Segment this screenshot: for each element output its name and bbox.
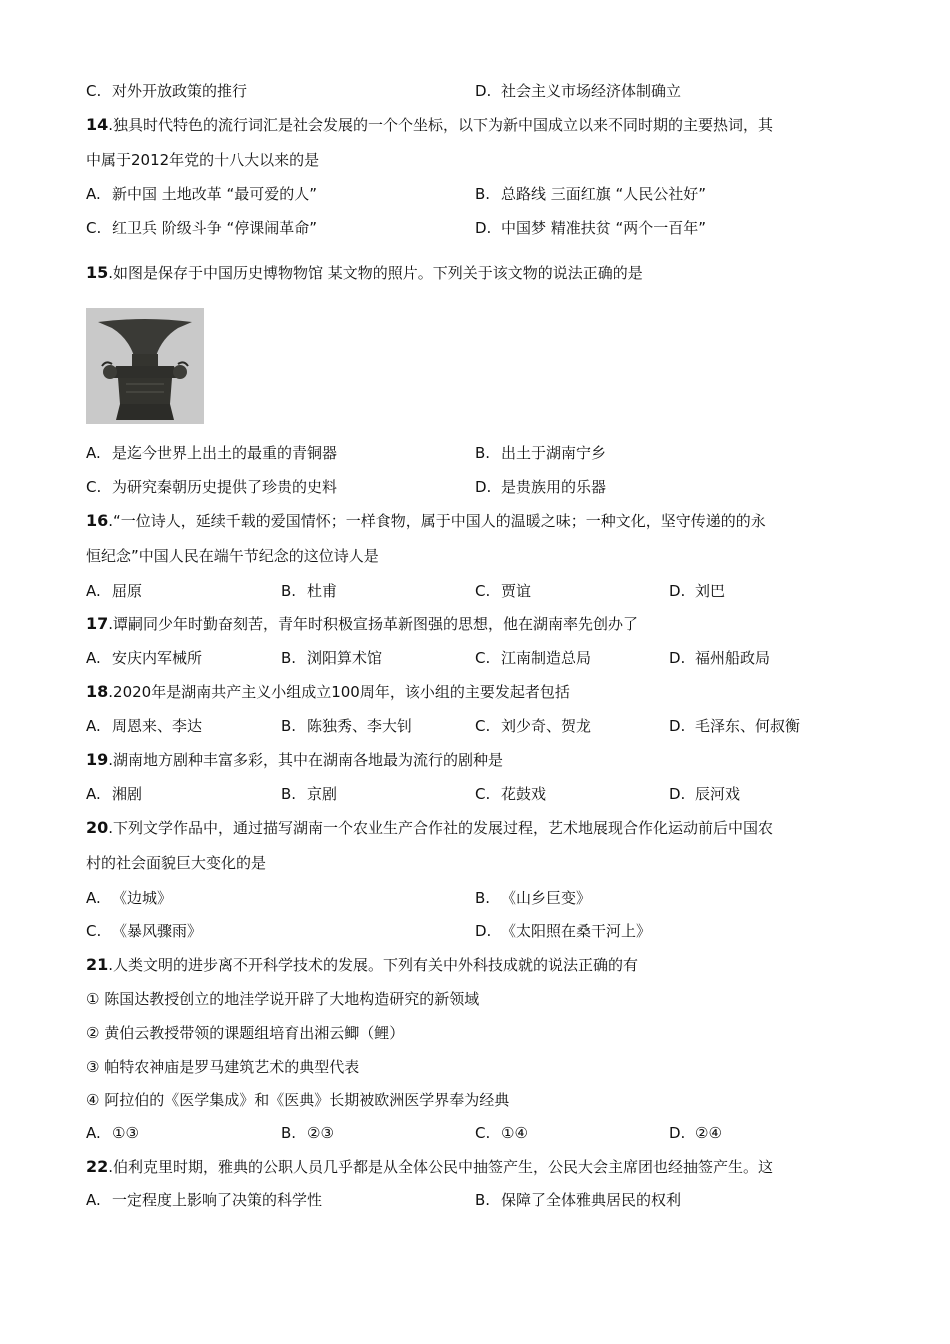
q16-option-a[interactable]: A. 屈原 [86,582,143,600]
q17-option-c[interactable]: C. 江南制造总局 [475,649,592,667]
q19-options [86,784,866,804]
q16-stem-line1: 16.“一位诗人，延续千载的爱国情怀；一样食物，属于中国人的温暖之味；一种文化，坚守传递的的永 [86,511,766,530]
q22-stem: 22.伯利克里时期，雅典的公职人员几乎都是从全体公民中抽签产生，公民大会主席团也经抽签产生。这 [86,1157,774,1176]
q13-options [86,81,866,101]
q20-stem-line1: 20.下列文学作品中，通过描写湖南一个农业生产合作社的发展过程，艺术地展现合作化运动前后中国农 [86,818,774,837]
q18-options [86,716,866,736]
q14-option-c[interactable]: C. 红卫兵 阶级斗争 “停课闹革命” [86,219,318,237]
q17-options [86,648,866,668]
q18-option-a[interactable]: A. 周恩来、李达 [86,717,203,735]
q14-option-d[interactable]: D. 中国梦 精准扶贫 “两个一百年” [475,219,707,237]
q15-option-a[interactable]: A. 是迄今世界上出土的最重的青铜器 [86,444,338,462]
q20-options-row1 [86,888,866,908]
q16-option-c[interactable]: C. 贾谊 [475,582,532,600]
q19-option-d[interactable]: D. 辰河戏 [669,785,741,803]
q18-stem: 18.2020年是湖南共产主义小组成立100周年，该小组的主要发起者包括 [86,682,570,701]
q20-stem-line2: 村的社会面貌巨大变化的是 [86,854,267,872]
q20-option-c[interactable]: C. 《暴风骤雨》 [86,922,203,940]
q17-option-d[interactable]: D. 福州船政局 [669,649,771,667]
q14-options-row1 [86,184,866,204]
q16-options [86,581,866,601]
q19-option-c[interactable]: C. 花鼓戏 [475,785,547,803]
q20-option-d[interactable]: D. 《太阳照在桑干河上》 [475,922,652,940]
q18-option-b[interactable]: B. 陈独秀、李大钊 [281,717,413,735]
q21-item-2: ② 黄伯云教授带领的课题组培育出湘云鲫（鲤） [86,1024,405,1042]
q14-options-row2 [86,218,866,238]
q18-option-c[interactable]: C. 刘少奇、贺龙 [475,717,592,735]
q21-option-a[interactable]: A. ①③ [86,1124,139,1142]
bronze-vessel-photo [86,308,204,424]
q17-stem: 17.谭嗣同少年时勤奋刻苦，青年时积极宣扬革新图强的思想，他在湖南率先创办了 [86,614,639,633]
q22-options [86,1190,866,1210]
q16-stem-line2: 恒纪念”中国人民在端午节纪念的这位诗人是 [86,547,379,565]
q15-option-b[interactable]: B. 出土于湖南宁乡 [475,444,607,462]
q21-options [86,1123,866,1143]
q21-item-3: ③ 帕特农神庙是罗马建筑艺术的典型代表 [86,1058,360,1076]
q16-option-b[interactable]: B. 杜甫 [281,582,338,600]
q14-stem-line1: 14.独具时代特色的流行词汇是社会发展的一个个坐标，以下为新中国成立以来不同时期的主要热词，其 [86,115,774,134]
q17-option-b[interactable]: B. 浏阳算术馆 [281,649,383,667]
q13-option-d[interactable]: D. 社会主义市场经济体制确立 [475,82,682,100]
q15-options-row1 [86,443,866,463]
q20-options-row2 [86,921,866,941]
q15-option-d[interactable]: D. 是贵族用的乐器 [475,478,607,496]
q15-options-row2 [86,477,866,497]
q22-option-b[interactable]: B. 保障了全体雅典居民的权利 [475,1191,682,1209]
q19-option-a[interactable]: A. 湘剧 [86,785,143,803]
q18-option-d[interactable]: D. 毛泽东、何叔衡 [669,717,801,735]
q20-option-b[interactable]: B. 《山乡巨变》 [475,889,592,907]
q14-option-a[interactable]: A. 新中国 土地改革 “最可爱的人” [86,185,318,203]
q19-stem: 19.湖南地方剧种丰富多彩，其中在湖南各地最为流行的剧种是 [86,750,504,769]
q20-option-a[interactable]: A. 《边城》 [86,889,173,907]
q21-option-d[interactable]: D. ②④ [669,1124,722,1142]
q17-option-a[interactable]: A. 安庆内军械所 [86,649,203,667]
bronze-vessel-image [86,308,204,424]
q13-option-c[interactable]: C. 对外开放政策的推行 [86,82,248,100]
q16-option-d[interactable]: D. 刘巴 [669,582,726,600]
q21-option-c[interactable]: C. ①④ [475,1124,528,1142]
q15-stem: 15.如图是保存于中国历史博物物馆 某文物的照片。下列关于该文物的说法正确的是 [86,263,643,282]
q15-option-c[interactable]: C. 为研究秦朝历史提供了珍贵的史料 [86,478,338,496]
q21-item-1: ① 陈国达教授创立的地洼学说开辟了大地构造研究的新领域 [86,990,480,1008]
q14-stem-line2: 中属于2012年党的十八大以来的是 [86,151,320,169]
q21-item-4: ④ 阿拉伯的《医学集成》和《医典》长期被欧洲医学界奉为经典 [86,1091,510,1109]
q21-option-b[interactable]: B. ②③ [281,1124,334,1142]
q22-option-a[interactable]: A. 一定程度上影响了决策的科学性 [86,1191,323,1209]
q19-option-b[interactable]: B. 京剧 [281,785,338,803]
q14-option-b[interactable]: B. 总路线 三面红旗 “人民公社好” [475,185,707,203]
q21-stem: 21.人类文明的进步离不开科学技术的发展。下列有关中外科技成就的说法正确的有 [86,955,639,974]
